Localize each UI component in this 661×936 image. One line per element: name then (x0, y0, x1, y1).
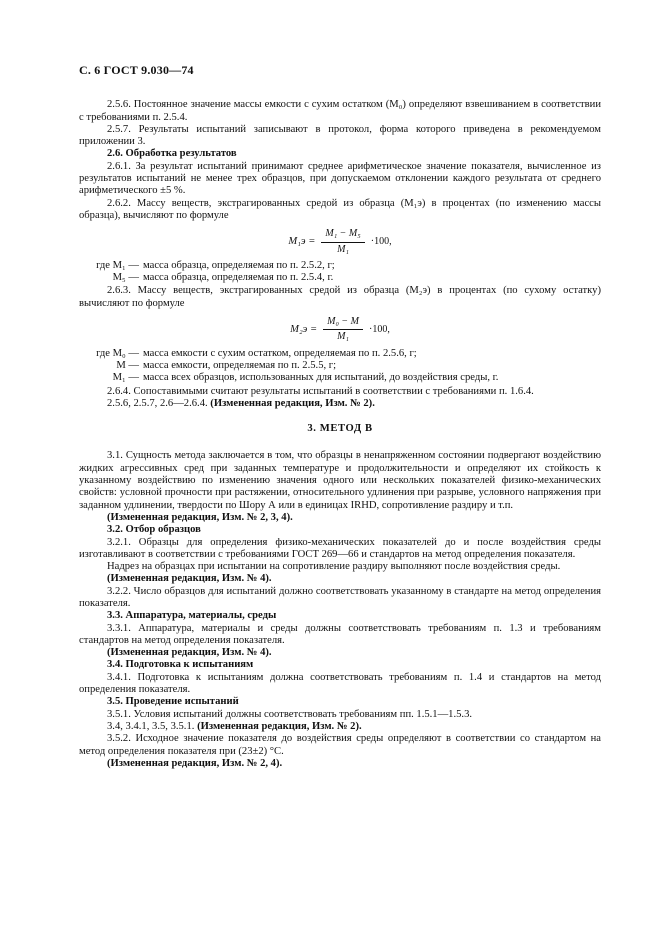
definition-row (79, 372, 601, 384)
page-header: С. 6 ГОСТ 9.030—74 (79, 63, 194, 77)
formula-m1e-fraction (321, 228, 364, 256)
formula-m2e-denominator: M₁ (337, 331, 349, 343)
paragraph-2-5-6: 2.5.6. Постоянное значение массы емкости с сухим остатком (M₀) определяют взвешиванием в соответствии с требованиями п. 2.5.4. (79, 99, 601, 123)
formula-m2e (79, 316, 601, 344)
formula-m2e-lhs: M₂э = (290, 323, 318, 335)
definition-label: M₅ — (112, 272, 139, 284)
formula-m1e-denominator: M₁ (337, 243, 349, 255)
definition-text: масса образца, определяемая по п. 2.5.4, г. (143, 272, 334, 284)
formula-m2e-tail: ·100, (369, 323, 390, 335)
definition-row (79, 260, 601, 272)
revision-note-prefix: 3.4, 3.4.1, 3.5, 3.5.1. (107, 720, 195, 732)
revision-note-prefix: 2.5.6, 2.5.7, 2.6—2.6.4. (107, 397, 208, 409)
definition-label: M₁ — (112, 372, 139, 384)
paragraph-3-2-1: 3.2.1. Образцы для определения физико-механических показателей до и после воздействия среды изготавливают в соответствии с требованиями ГОСТ 269—66 и стандартов на метод определения показателя. (79, 536, 601, 560)
definition-label: где M₁ — (96, 259, 139, 271)
formula-m1e (79, 228, 601, 256)
formula-m1e-lhs: M₁э = (288, 235, 316, 247)
definition-text: масса всех образцов, использованных для испытаний, до воздействия среды, г. (143, 372, 499, 384)
definition-label: M — (116, 359, 139, 371)
definition-text: масса образца, определяемая по п. 2.5.2, г; (143, 259, 335, 271)
revision-note-3: (Измененная редакция, Изм. № 4). (107, 573, 272, 585)
revision-note-6: (Измененная редакция, Изм. № 2, 4). (107, 757, 283, 769)
paragraph-3-2-2: 3.2.2. Число образцов для испытаний должно соответствовать указанному в стандарте на метод определения показателя. (79, 585, 601, 609)
revision-note-1 (79, 398, 601, 410)
revision-note-text: (Измененная редакция, Изм. № 2). (210, 397, 375, 409)
paragraph-3-5-2: 3.5.2. Исходное значение показателя до воздействия среды определяют в соответствии со стандартом на метод определения показателя при (23±2) °С. (79, 733, 601, 757)
heading-3-3: 3.3. Аппаратура, материалы, среды (107, 610, 277, 622)
formula-m2e-numerator: M₀ − M (323, 316, 363, 330)
paragraph-3-5-1: 3.5.1. Условия испытаний должны соответствовать требованиям пп. 1.5.1—1.5.3. (107, 708, 473, 720)
definition-text: масса емкости с сухим остатком, определяемая по п. 2.5.6, г; (143, 347, 417, 359)
paragraph-3-2-1-notch: Надрез на образцах при испытании на сопротивление раздиру выполняют после воздействия среды. (107, 561, 561, 573)
revision-note-5 (79, 721, 601, 733)
paragraph-2-5-7: 2.5.7. Результаты испытаний записывают в протокол, форма которого приведена в рекомендуемом приложении 3. (79, 123, 601, 148)
definition-row (79, 272, 601, 284)
definition-text: масса емкости, определяемая по п. 2.5.5, г; (143, 359, 337, 371)
definition-label: где M₀ — (96, 347, 139, 359)
revision-note-4: (Измененная редакция, Изм. № 4). (107, 647, 272, 659)
revision-note-text: (Измененная редакция, Изм. № 2). (197, 720, 362, 732)
formula-m1e-numerator: M₁ − M₅ (321, 228, 364, 242)
formula-m1e-tail: ·100, (370, 235, 392, 247)
revision-note-2: (Измененная редакция, Изм. № 2, 3, 4). (107, 511, 293, 523)
paragraph-3-1: 3.1. Сущность метода заключается в том, что образцы в ненапряженном состоянии подвергают воздействию жидких агрессивных сред при заданных температуре и продолжительности и определяют их стойкость к указанному воздействию по изменению значения одного или нескольких показателей физико-механических свойств: условной прочности при растяжении, относительного удлинения при разрыве, условного напряжения при заданном удлинении, твердости по Шору А или в единицах IRHD, сопротивление раздиру и т.п. (79, 450, 601, 511)
paragraph-3-4-1: 3.4.1. Подготовка к испытаниям должна соответствовать требованиям п. 1.4 и стандартов на метод определения показателя. (79, 671, 601, 696)
heading-3-4: 3.4. Подготовка к испытаниям (107, 659, 254, 671)
definition-row (79, 360, 601, 372)
paragraph-2-6-4: 2.6.4. Сопоставимыми считают результаты испытаний в соответствии с требованиями п. 1.6.4. (107, 385, 534, 397)
paragraph-2-6-2: 2.6.2. Массу веществ, экстрагированных средой из образца (M₁э) в процентах (по изменению массы образца), вычисляют по формуле (79, 197, 601, 221)
heading-3-5: 3.5. Проведение испытаний (107, 696, 239, 708)
heading-2-6: 2.6. Обработка результатов (107, 148, 237, 160)
paragraph-2-6-3: 2.6.3. Массу веществ, экстрагированных средой из образца (M₂э) в процентах (по сухому остатку) вычисляют по формуле (79, 285, 601, 309)
formula-m2e-fraction (323, 316, 363, 344)
paragraph-2-6-1: 2.6.1. За результат испытаний принимают среднее арифметическое значение показателя, вычисленное из результатов испытаний не менее трех образцов, при допускаемом отклонении каждого результата от среднего арифметического ±5 %. (79, 160, 601, 197)
definition-row (79, 348, 601, 360)
definitions-1 (79, 260, 601, 285)
heading-3-2: 3.2. Отбор образцов (107, 524, 201, 536)
paragraph-3-3-1: 3.3.1. Аппаратура, материалы и среды должны соответствовать требованиям п. 1.3 и требованиям стандартов на метод определения показателя. (79, 622, 601, 646)
definitions-2 (79, 348, 601, 385)
section-3-title: 3. МЕТОД В (307, 423, 373, 435)
